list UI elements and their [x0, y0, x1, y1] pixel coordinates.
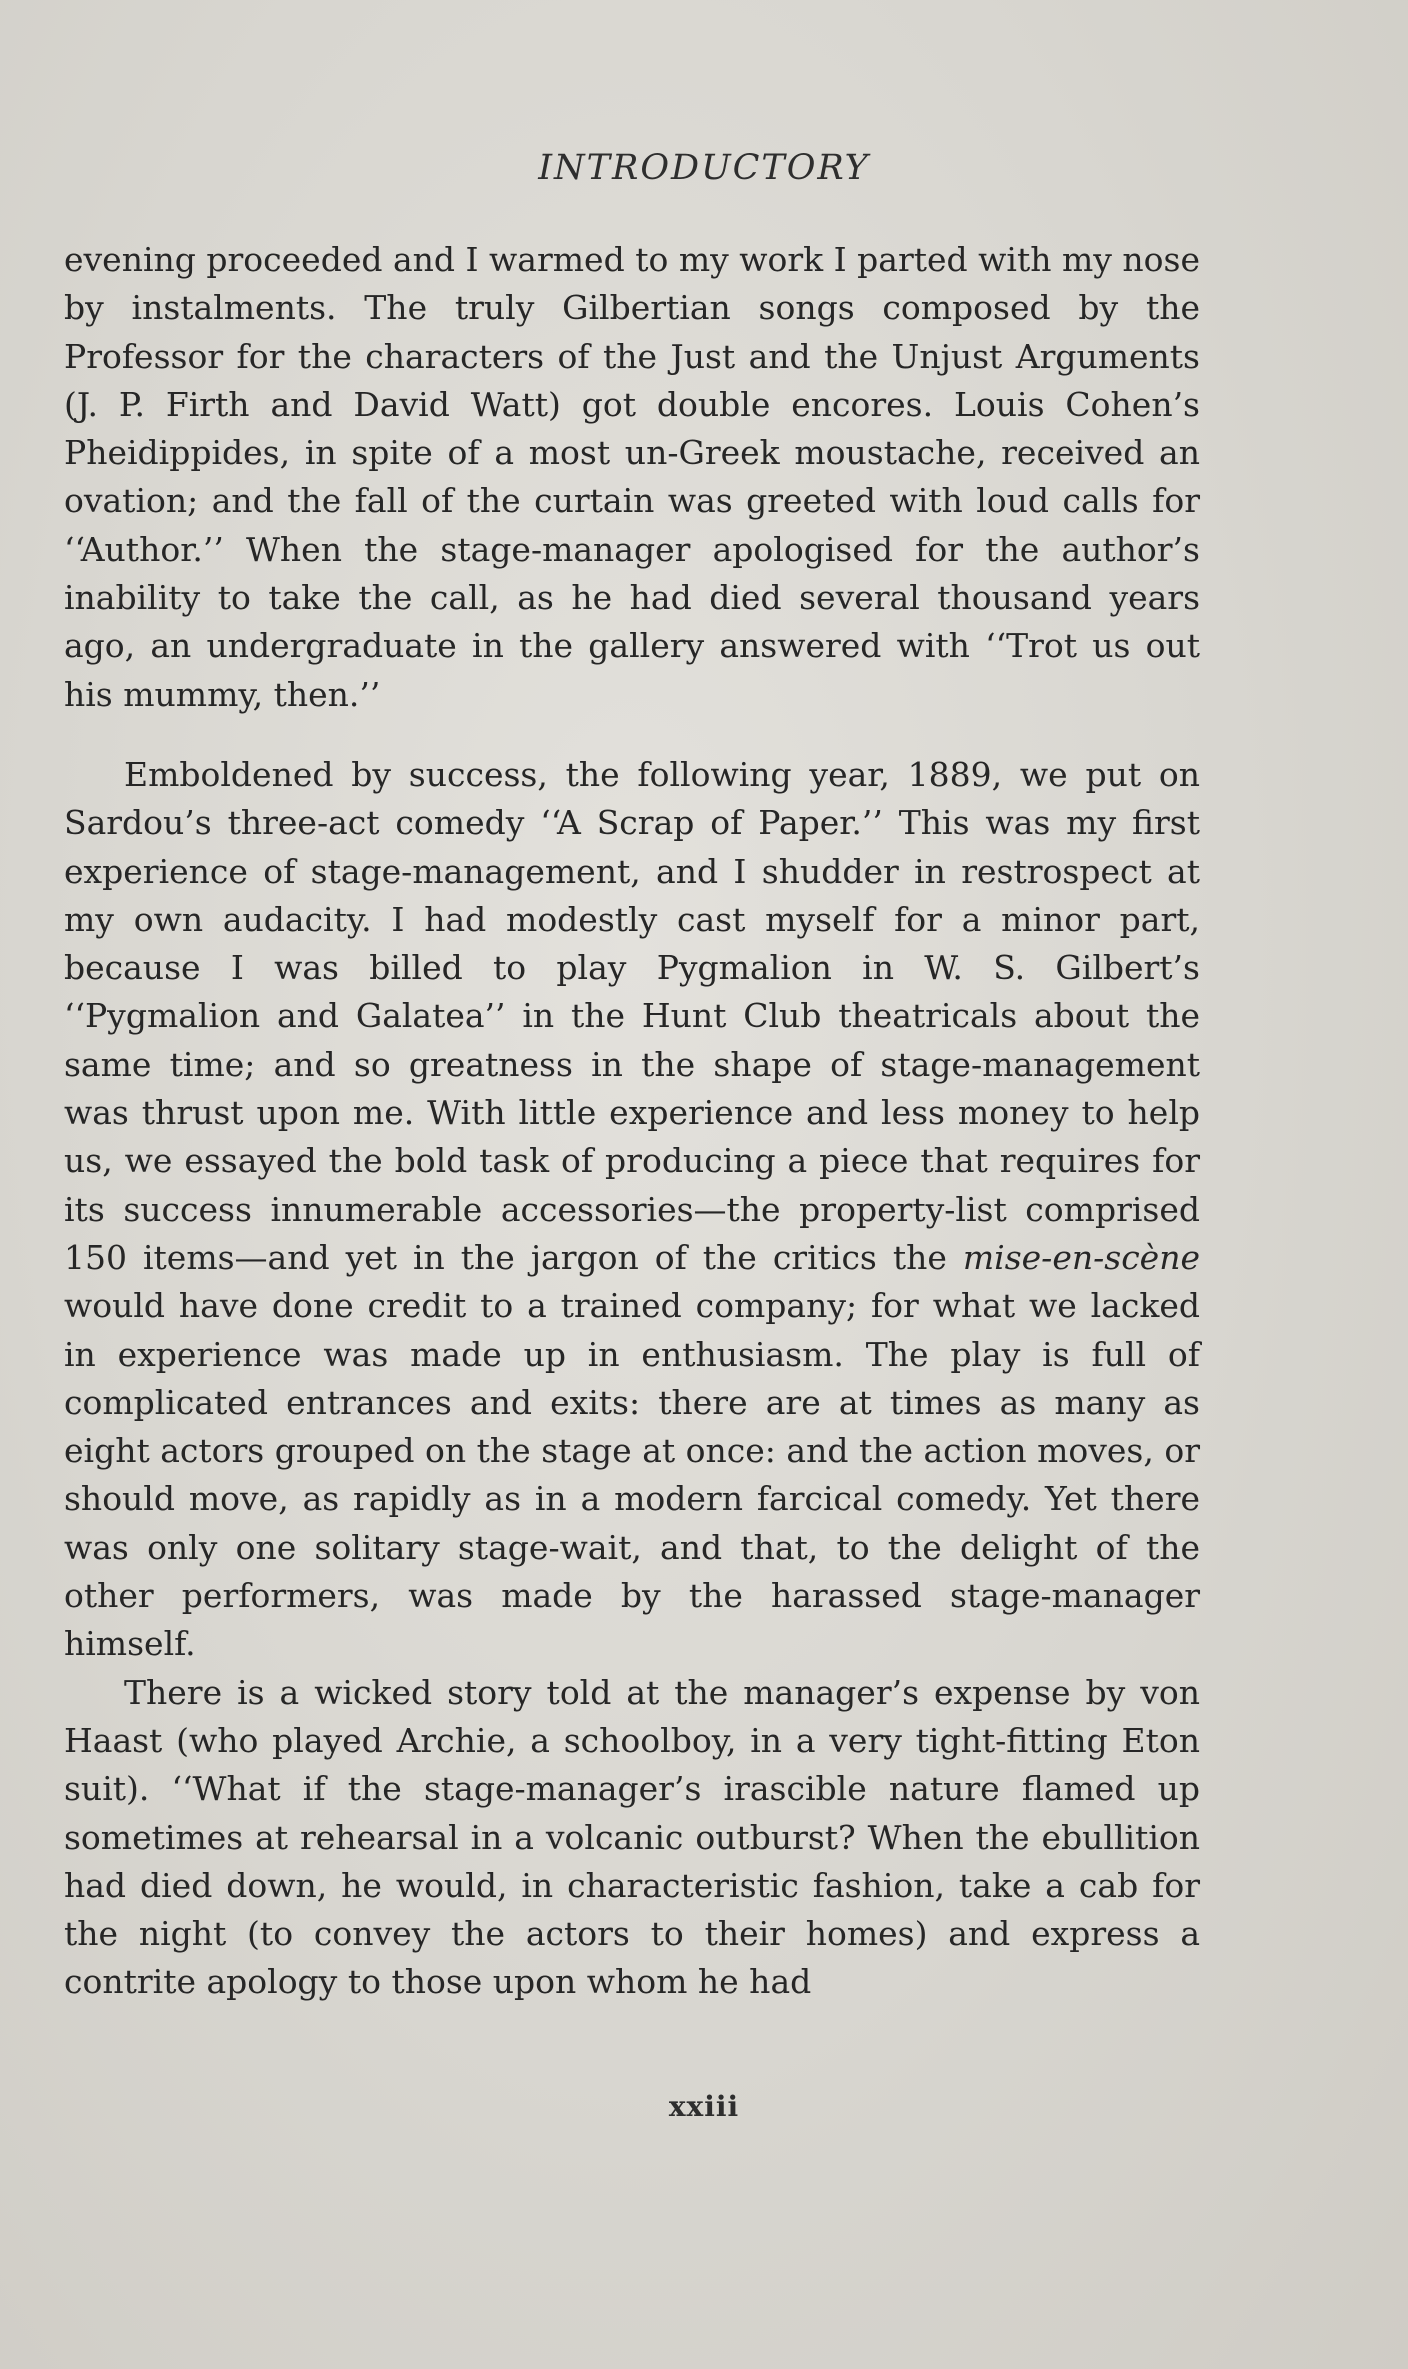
running-head: INTRODUCTORY: [538, 148, 870, 188]
paragraph-1: evening proceeded and I warmed to my work I parted with my nose by instalments. The truly Gilbertian songs composed by the Professor for the characters of the Just and the Unjust Arguments (J. P. Firth and David Watt) got double encores. Louis Cohen’s Pheidippides, in spite of a most un-Greek moustache, received an ovation; and the fall of the curtain was greeted with loud calls for ‘‘Author.’’ When the stage-manager apologised for the author’s inability to take the call, as he had died several thousand years ago, an undergraduate in the gallery answered with ‘‘Trot us out his mummy, then.’’: [64, 240, 1200, 714]
paragraph-3: There is a wicked story told at the manager’s expense by von Haast (who played Archie, a schoolboy, in a very tight-fitting Eton suit). ‘‘What if the stage-manager’s irascible nature flamed up sometimes at rehearsal in a volcanic outburst? When the ebullition had died down, he would, in characteristic fashion, take a cab for the night (to convey the actors to their homes) and express a contrite apology to those upon whom he had: [64, 1672, 1200, 2002]
paragraph-2-text-after: would have done credit to a trained company; for what we lacked in experience was made up in enthusiasm. The play is full of complicated entrances and exits: there are at times as many as eight actors grouped on the stage at once: and the action moves, or should move, as rapidly as in a modern farcical comedy. Yet there was only one solitary stage-wait, and that, to the delight of the other performers, was made by the harassed stage-manager himself.: [64, 1286, 1200, 1664]
page-number: xxiii: [668, 2090, 740, 2123]
paragraph-2-text-before: Emboldened by success, the following year, 1889, we put on Sardou’s three-act comedy ‘‘A Scrap of Paper.’’ This was my first experience of stage-management, and I shudder in restrospect at my own audacity. I had modestly cast myself for a minor part, because I was billed to play Pygmalion in W. S. Gilbert’s ‘‘Pygmalion and Galatea’’ in the Hunt Club theatricals about the same time; and so greatness in the shape of stage-management was thrust upon me. With little experience and less money to help us, we essayed the bold task of producing a piece that requires for its success innumerable accessories—the property-list comprised 150 items—and yet in the jargon of the critics the: [64, 754, 1200, 1277]
paragraph-2-italic-phrase: mise-en-scène: [962, 1237, 1200, 1277]
paragraph-2: [64, 751, 1200, 1669]
body-text: [64, 236, 1200, 2007]
